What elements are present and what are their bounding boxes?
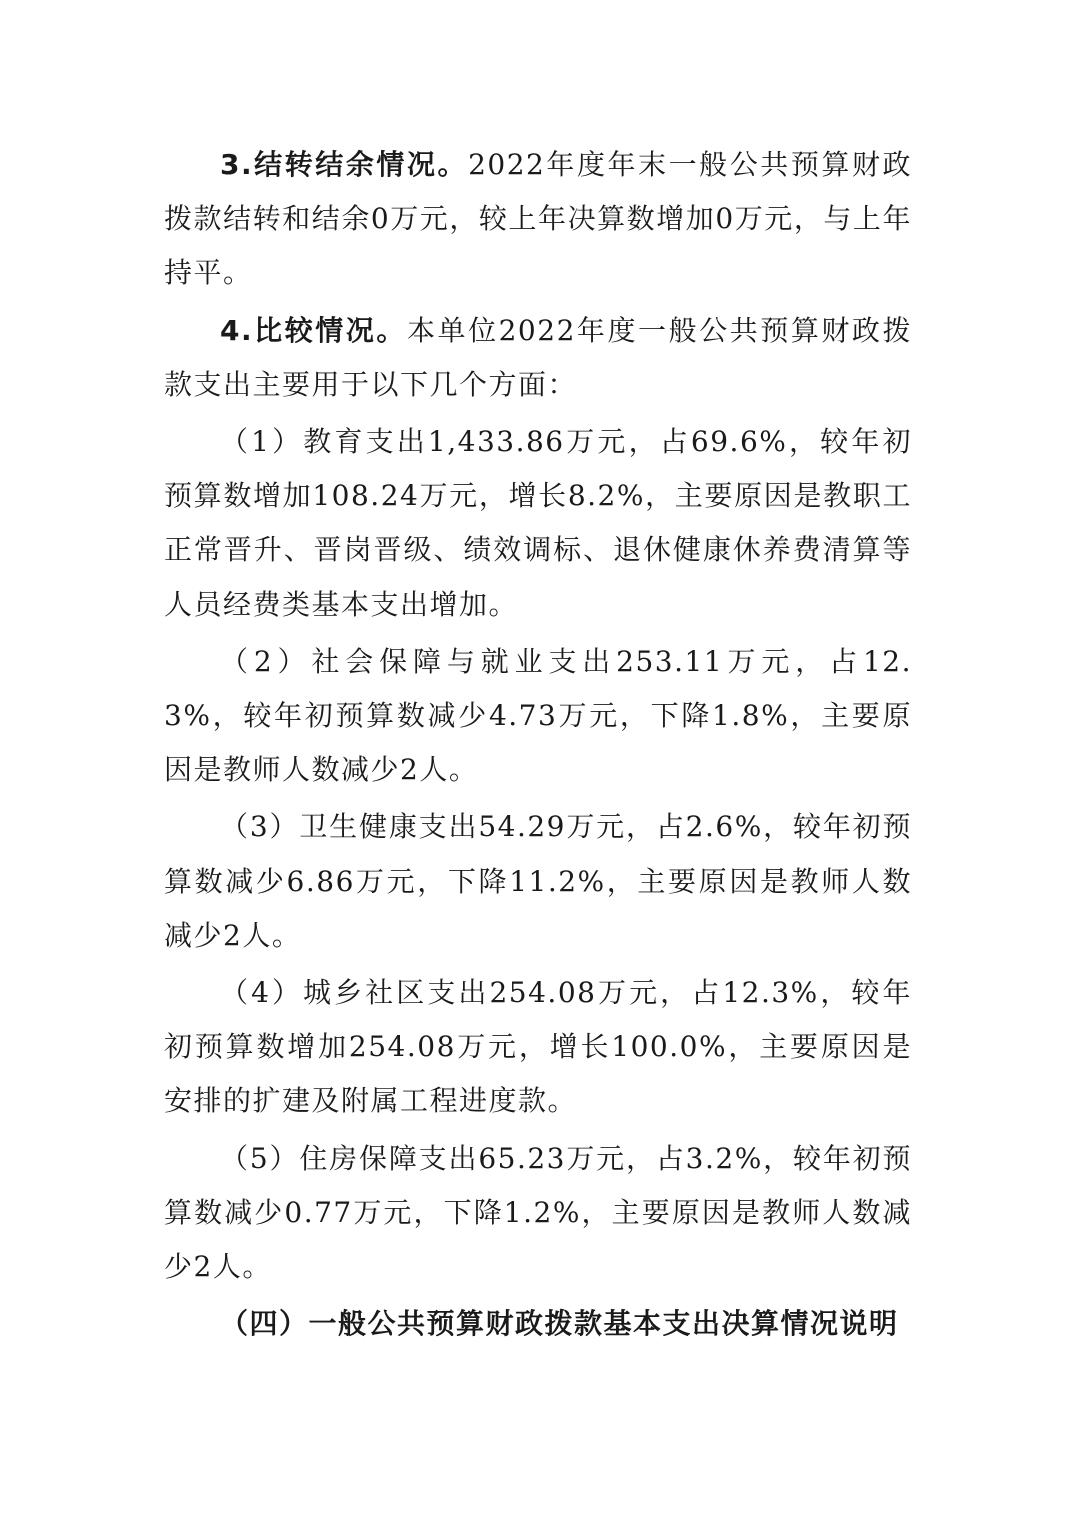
section-heading: （四）一般公共预算财政拨款基本支出决算情况说明 (220, 1307, 899, 1341)
list-item-urban-rural: （4）城乡社区支出254.08万元，占12.3%，较年初预算数增加254.08万元，增长100.0%，主要原因是安排的扩建及附属工程进度款。 (164, 976, 912, 1118)
paragraph-lead: 4.比较情况。 (220, 313, 407, 347)
list-item-social-security: （2）社会保障与就业支出253.11万元，占12.3%，较年初预算数减少4.73万元，下降1.8%，主要原因是教师人数减少2人。 (164, 644, 912, 787)
list-item-health: （3）卫生健康支出54.29万元，占2.6%，较年初预算数减少6.86万元，下降11.2%，主要原因是教师人数减少2人。 (164, 810, 912, 952)
document-body (164, 138, 912, 1351)
list-item-housing: （5）住房保障支出65.23万元，占3.2%，较年初预算数减少0.77万元，下降1.2%，主要原因是教师人数减少2人。 (164, 1141, 912, 1284)
paragraph-text: 2022年度年末一般公共预算财政拨款结转和结余0万元，较上年决算数增加0万元，与上年持平。 (164, 148, 913, 290)
paragraph-comparison (164, 304, 912, 412)
paragraph-text: 本单位2022年度一般公共预算财政拨款支出主要用于以下几个方面： (164, 313, 912, 401)
paragraph-lead: 3.结转结余情况。 (220, 148, 469, 181)
paragraph-carryover (164, 138, 912, 301)
list-item-education: （1）教育支出1,433.86万元，占69.6%，较年初预算数增加108.24万元，增长8.2%，主要原因是教职工正常晋升、晋岗晋级、绩效调标、退休健康休养费清算等人员经费类基本支出增加。 (164, 425, 912, 621)
